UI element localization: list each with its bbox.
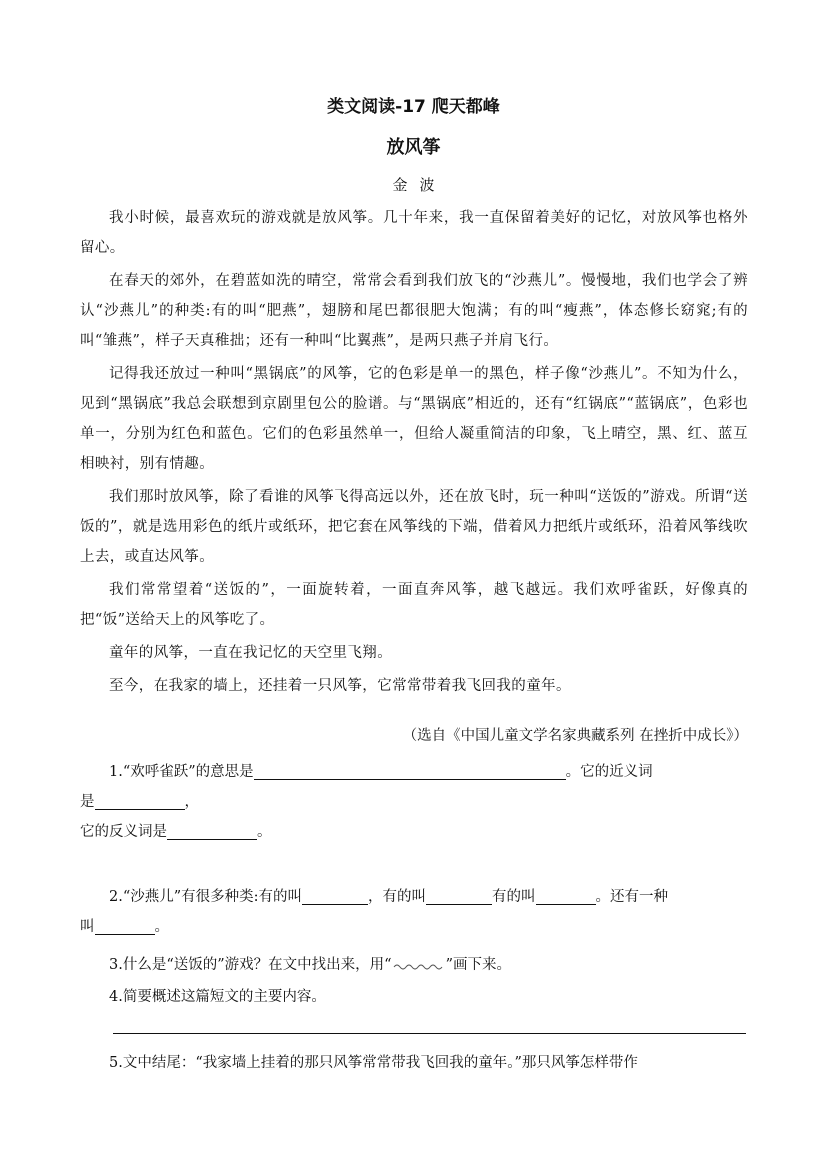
- q2-text-b: ，有的叫: [368, 889, 427, 905]
- q5-text: 5.文中结尾：“我家墙上挂着的那只风筝常常带我飞回我的童年。”那只风筝怎样带作: [109, 1055, 638, 1071]
- question-3: [80, 950, 748, 980]
- question-4: [80, 982, 748, 1012]
- q2-blank-1[interactable]: [302, 886, 368, 905]
- q4-text: 4.简要概述这篇短文的主要内容。: [109, 989, 326, 1005]
- author-given: 金: [392, 176, 408, 194]
- series-title: 类文阅读-17 爬天都峰: [327, 97, 500, 117]
- q1-text-d: ，: [184, 794, 199, 810]
- paragraph: 我们常常望着“送饭的”，一面旋转着，一面直奔风筝，越飞越远。我们欢呼雀跃，好像真的把“饭”送给天上的风筝吃了。: [80, 582, 748, 628]
- paragraph: 我小时候，最喜欢玩的游戏就是放风筝。几十年来，我一直保留着美好的记忆，对放风筝也格外留心。: [80, 210, 748, 256]
- q4-answer-line[interactable]: [113, 1033, 746, 1034]
- q1-synonym-blank[interactable]: [95, 791, 185, 810]
- q2-text-a: 2.“沙燕儿”有很多种类:有的叫: [109, 889, 303, 905]
- question-2: [80, 882, 748, 942]
- q1-text-f: 。: [257, 824, 272, 840]
- article-body: [80, 203, 748, 704]
- paragraph: 童年的风筝，一直在我记忆的天空里飞翔。: [109, 645, 393, 661]
- wavy-underline-icon: [392, 961, 446, 971]
- q2-text-e: 叫: [80, 919, 95, 935]
- paragraph: 记得我还放过一种叫“黑锅底”的风筝，它的色彩是单一的黑色，样子像“沙燕儿”。不知为什么，见到“黑锅底”我总会联想到京剧里包公的脸谱。与“黑锅底”相近的，还有“红锅底”“蓝锅底”，色彩也单一，分别为红色和蓝色。它们的色彩虽然单一，但给人凝重简洁的印象，飞上晴空，黑、红、蓝互相映衬，别有情趣。: [80, 366, 748, 472]
- question-5: [80, 1048, 748, 1078]
- q1-text-b: 。它的近义词: [565, 764, 653, 780]
- paragraph: 在春天的郊外，在碧蓝如洗的晴空，常常会看到我们放飞的“沙燕儿”。慢慢地，我们也学会了辨认“沙燕儿”的种类:有的叫“肥燕”，翅膀和尾巴都很肥大饱满；有的叫“瘦燕”，体态修长窈窕;有的叫“雏燕”，样子天真稚拙；还有一种叫“比翼燕”，是两只燕子并肩飞行。: [80, 273, 748, 349]
- q2-blank-3[interactable]: [536, 886, 596, 905]
- author: [0, 174, 827, 195]
- article-source: （选自《中国儿童文学名家典藏系列 在挫折中成长》）: [402, 728, 748, 744]
- q2-blank-4[interactable]: [95, 916, 155, 935]
- author-family: 波: [419, 176, 435, 194]
- paragraph: 至今，在我家的墙上，还挂着一只风筝，它常常带着我飞回我的童年。: [109, 678, 571, 694]
- q2-text-f: 。: [154, 919, 169, 935]
- q3-text-b: ”画下来。: [445, 957, 511, 973]
- q2-text-c: 有的叫: [492, 889, 536, 905]
- article-title: 放风筝: [386, 137, 441, 158]
- q2-text-d: 。还有一种: [595, 889, 669, 905]
- q1-text-e: 它的反义词是: [80, 824, 167, 840]
- question-1: [80, 757, 748, 847]
- q1-text-a: 1.“欢呼雀跃”的意思是: [109, 764, 254, 780]
- q1-antonym-blank[interactable]: [167, 821, 257, 840]
- q1-meaning-blank[interactable]: [254, 761, 566, 780]
- paragraph: 我们那时放风筝，除了看谁的风筝飞得高远以外，还在放飞时，玩一种叫“送饭的”游戏。所谓“送饭的”，就是选用彩色的纸片或纸环，把它套在风筝线的下端，借着风力把纸片或纸环，沿着风筝线吹上去，或直达风筝。: [80, 489, 748, 565]
- q3-text-a: 3.什么是“送饭的”游戏？在文中找出来，用“: [109, 957, 392, 973]
- q2-blank-2[interactable]: [426, 886, 492, 905]
- q1-text-c: 是: [80, 794, 95, 810]
